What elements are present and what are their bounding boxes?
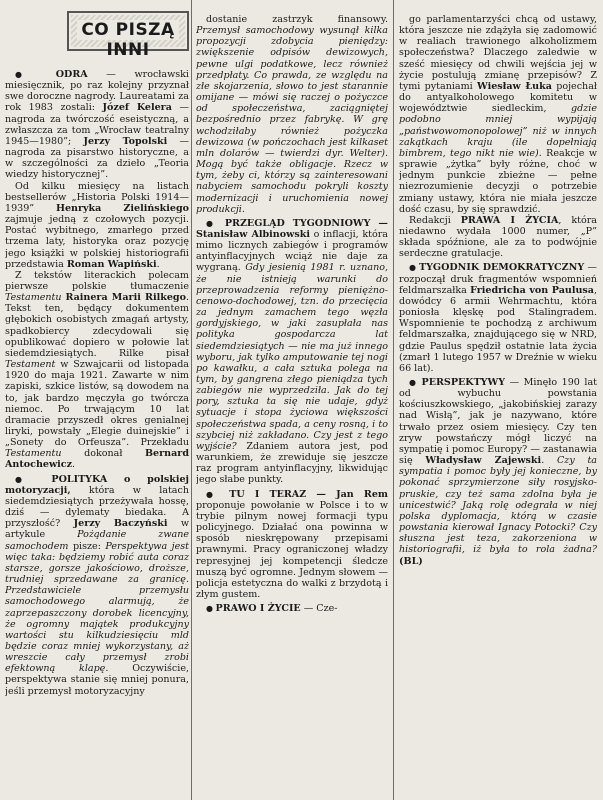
bold-run: Friedricha von Paulusa [470, 284, 594, 296]
text-run: Od kilku miesięcy na listach bestsellerów „Historia Polski 1914—1939” [5, 180, 189, 214]
text-run: Oczywiście, perspektywa stanie się mniej ponura, jeśli przemysł motoryzacyjny [5, 663, 189, 697]
bold-run: ODRA [55, 69, 88, 80]
text-run: , dowódcy 6 armii Wehrmachtu, która poniosła klęskę pod Stalingradem. Wspomnienie te pochodzą z archiwum feldmarszałka, znajdującego się w NRD, gdzie Paulus spędził ostatnie lata życia (zmarł 1 lutego 1957 w Dreźnie w wieku 66 lat). [399, 284, 597, 374]
article-paragraph [5, 69, 189, 181]
italic-run: Przemysł samochodowy wysunął kilka propozycji zdobycia pieniędzy: zwiększenie odpisów dewizowych, pewne ulgi podatkowe, lecz również przedpłaty. Co prawda, ze względu na złe skojarzenia, słowo to jest starannie omijane — mówi się raczej o pożyczce od społeczeństwa, zaciągniętej bezpośrednio przez fabrykę. W grę wchodziłaby również pożyczka dewizowa (w pończochach jest kilkaset mln dolarów — twierdzi dyr. Welter). Mogą być także obligacje. Rzecz w tym, żeby ci, którzy są zainteresowani nabyciem samochodu pokryli koszty modernizacji i uruchomienia nowej produkcji. [196, 25, 388, 215]
italic-run: Czy ta sympatia i pomoc były jej konieczne, by pokonać sprzymierzone siły rosyjsko-pruskie, czy też sama zdolna była je unicestwić? Jaką rolę odegrała w niej polska dyplomacja, którą w czasie powstania kierował Ignacy Potocki? Czy słuszna jest teza, zakorzeniona w historiografii, iż była to rola żadna? [399, 455, 597, 556]
text-run: dostanie zastrzyk finansowy. [206, 14, 388, 25]
bullet-icon: ● [409, 378, 422, 387]
bold-run: POLITYKA o polskiej motoryzacji, [5, 473, 189, 496]
bold-run: TU I TERAZ — Jan Rem [229, 488, 388, 500]
text-run: zajmuje jedną z czołowych pozycji. Postać wybitnego, zmarłego przed trzema laty, historyka oraz pozycję jego książki w polskiej historiografii przedstawia [5, 214, 189, 270]
text-run: proponuje powołanie w Polsce i to w trybie pilnym nowej formacji typu policyjnego. Działać ona powinna w sposób nieskrępowany przepisami prawnymi. Pracy ograniczonej władzy represyjnej jej kompetencji śledcze muszą być ogromne. Jednym słowem — policja estetyczna do walki z brzydotą i złym gustem. [196, 499, 388, 600]
article-paragraph [399, 215, 597, 260]
text-run: — rozpoczął druk fragmentów wspomnień feldmarszałka [399, 262, 597, 296]
text-run: Reakcje w sprawie „żytka” były różne, choć w jednym punkcie zbieżne — pełne niezrozumienie decyzji o potrzebie zmiany ustawy, która nie miała jeszcze dość czasu, by się sprawdzić. [399, 147, 597, 215]
text-run: — nagroda za twórczość eseistyczną, a zwłaszcza za tom „Wrocław teatralny 1945—1980”; [5, 102, 189, 147]
bold-run: Wiesław Łuka [477, 80, 552, 92]
bold-run: Jerzy Baczyński [73, 518, 168, 530]
column-rule-right [393, 0, 394, 800]
page-title: CO PISZĄ INNI [77, 20, 179, 40]
text-run: . [72, 459, 76, 471]
bold-run: Roman Wapiński [66, 258, 157, 270]
text-run: Z tekstów literackich polecam pierwsze polskie tłumaczenie [5, 269, 189, 292]
bullet-icon: ● [206, 218, 225, 228]
text-run: Redakcji [409, 214, 461, 226]
text-run: — nagroda za pisarstwo historyczne, a w szczególności za dzieło „Teoria wiedzy historycznej”. [5, 135, 189, 181]
italic-run: Perspektywa jest więc taka: będziemy robić auta coraz starsze, gorsze jakościowo, droższe, trudniej sprzedawane za granicę. Przedstawiciele przemysłu samochodowego alarmują, że zaprzepaszczony dorobek licencyjny, że ogromny majątek produkcyjny wartości stu kilkudziesięciu mld będzie coraz mniej wykorzystany, aż wreszcie cały przemysł zrobi efektowną klapę. [5, 540, 189, 675]
text-run: , która niedawno wydała 1000 numer, „P” składa spóźnione, ale za to podwójnie serdeczne gratulacje. [399, 214, 597, 260]
italic-run: Testament [5, 359, 56, 371]
column-middle [196, 14, 388, 800]
bullet-icon: ● [409, 263, 420, 273]
article-paragraph [5, 270, 189, 471]
column-right [399, 14, 597, 800]
bold-run: PRAWO I ŻYCIE [215, 603, 301, 615]
article-paragraph [196, 218, 388, 486]
article-paragraph [5, 181, 189, 270]
column-left [5, 66, 189, 800]
text-run: która w latach siedemdziesiątych przeżywała hossę, dziś — dylematy biedaka. A przyszłość? [5, 484, 189, 530]
text-run: . [541, 455, 557, 467]
article-paragraph [5, 474, 189, 697]
bold-run: Rainera Marii Rilkego [65, 292, 186, 304]
bold-run: TYGODNIK DEMOKRATYCZNY [419, 262, 585, 274]
article-paragraph [196, 489, 388, 601]
article-paragraph [399, 14, 597, 215]
text-run: . [156, 258, 160, 270]
text-run: o inflacji, która mimo licznych zabiegów i programów antyinflacyjnych wciąż nie daje za wygraną. [196, 228, 388, 274]
bullet-icon: ● [206, 604, 216, 614]
page-title-box [67, 11, 189, 60]
column-rule-left [191, 0, 192, 800]
bullet-icon: ● [15, 70, 56, 79]
text-run: dokonał [61, 448, 145, 460]
italic-run: Pożądanie zwane samochodem [5, 529, 189, 552]
text-run: w Szwajcarii od listopada 1920 do maja 1921. Zawarte w nim zapiski, szkice listów, są dowodem na to, jak bardzo męczyła go twórcza niemoc. Po trwającym 10 lat dramacie przyszedł okres genialnej liryki, powstały „Elegie duinejskie” i „Sonety do Orfeusza”. Przekładu [5, 359, 189, 449]
bold-run: Bernard Antochewicz [5, 448, 189, 471]
bold-run: Jerzy Topolski [83, 135, 168, 147]
article-paragraph [196, 14, 388, 215]
bold-run: Władysław Zajewski [425, 455, 542, 467]
text-run: — Minęło 190 lat od wybuchu powstania kościuszkowskiego, „jakobińskiej zarazy nad Wisłą”, jak je nazywano, które trwało przez osiem miesięcy. Czy ten zryw powstańczy mógł liczyć na sympatię i pomoc Europy? — zastanawia się [399, 377, 597, 467]
text-run: . Tekst ten, będący dokumentem głębokich osobistych zmagań artysty, spadkobiercy zdecydowali się opublikować dopiero w połowie lat siedemdziesiątych. Rilke pisał [5, 292, 189, 359]
bold-run: Henryka Zielińskiego [55, 202, 189, 214]
article-paragraph [196, 603, 388, 614]
bold-run: (BL) [399, 555, 423, 567]
text-run: pojechał do antyalkoholowego komitetu w województwie siedleckim, [399, 80, 597, 115]
text-run: go parlamentarzyści chcą od ustawy, która jeszcze nie zdążyła się zadomowić w realiach trawionego alkoholizmem społeczeństwa? Dlaczego zaledwie w sześć miesięcy od chwili wejścia jej w życie postulują zmianę przepisów? Z tymi pytaniami [399, 14, 597, 92]
text-run: Zdaniem autora jest, pod warunkiem, że zrewiduje się jeszcze raz program antyinflacyjny, likwidując jego słabe punkty. [196, 440, 388, 486]
text-run: pisze: [68, 540, 106, 552]
text-run: — Cze- [300, 603, 338, 615]
bold-run: PERSPEKTYWY [421, 377, 506, 388]
italic-run: Testamentu [5, 292, 62, 304]
article-paragraph [399, 262, 597, 374]
bold-run: PRZEGLĄD TYGODNIOWY — Stanisław Albinowski [196, 217, 388, 240]
bold-run: Józef Kelera [102, 102, 172, 114]
text-run: w artykule [5, 518, 189, 541]
bold-run: PRAWA I ŻYCIA [460, 214, 559, 226]
bullet-icon: ● [206, 489, 230, 499]
text-run: — wrocławski miesięcznik, po raz kolejny przyznał swe doroczne nagrody. Laureatami za rok 1983 zostali: [5, 69, 189, 114]
bullet-icon: ● [15, 474, 52, 484]
italic-run: Gdy jesienią 1981 r. uznano, że nie istnieją warunki do przeprowadzenia reformy pieniężno-cenowo-dochodowej, tzn. do przecięcia za jednym zamachem tego węzła gordyjskiego, w jaki zasupłała nas polityka gospodarcza lat siedemdziesiątych — nie ma już innego wyboru, jak tylko amputowanie tej nogi po kawałku, a cała sztuka polega na tym, by gangrena złego pieniądza tych zabiegów nie wyprzedziła. Jak do tej pory, sztuka ta się nie udaje, gdyż sytuacje i stopa życiowa większości społeczeństwa spada, a ceny rosną, i to szybciej niż zakładano. Czy jest z tego wyjście? [196, 262, 388, 452]
italic-run: gdzie podobno mniej wypijają „państwowomonopolowej” niż w innych zakątkach kraju (ile dopełniają bimbrem, tego nikt nie wie). [399, 103, 597, 159]
italic-run: Testamentu [5, 448, 62, 460]
article-paragraph [399, 377, 597, 567]
